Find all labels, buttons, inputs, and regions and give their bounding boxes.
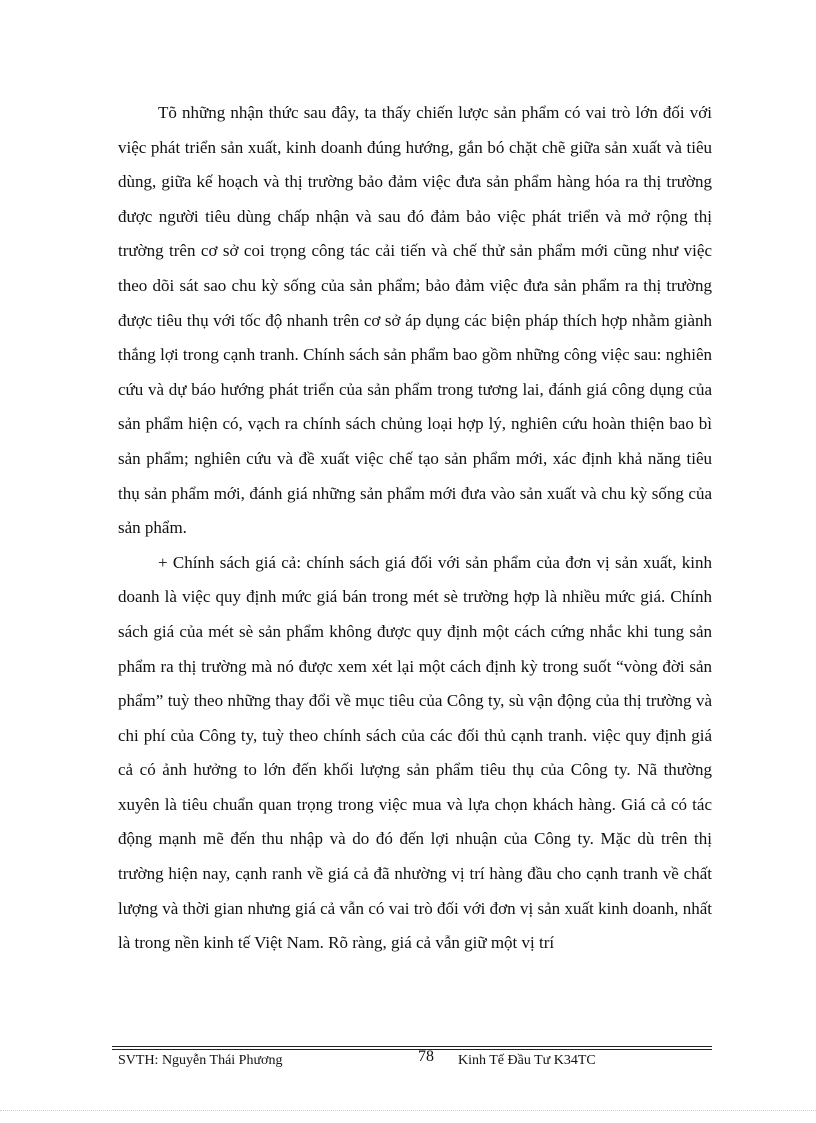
paragraph-pricing-policy: + Chính sách giá cả: chính sách giá đối với sản phẩm của đơn vị sản xuất, kinh doanh là việc quy định mức giá bán trong mét sè trường hợp là nhiều mức giá. Chính sách giá của mét sè sản phẩm không được quy định một cách cứng nhắc khi tung sản phẩm ra thị trường mà nó được xem xét lại một cách định kỳ trong suốt “vòng đời sản phẩm” tuỳ theo những thay đổi về mục tiêu của Công ty, sù vận động của thị trường và chi phí của Công ty, tuỳ theo chính sách của các đối thủ cạnh tranh. việc quy định giá cả có ảnh hưởng to lớn đến khối lượng sản phẩm tiêu thụ của Công ty. Nã thường xuyên là tiêu chuẩn quan trọng trong việc mua và lựa chọn khách hàng. Giá cả có tác động mạnh mẽ đến thu nhập và do đó đến lợi nhuận của Công ty. Mặc dù trên thị trường hiện nay, cạnh ranh về giá cả đã nhường vị trí hàng đầu cho cạnh tranh về chất lượng và thời gian nhưng giá cả vẫn có vai trò đối với đơn vị sản xuất kinh doanh, nhất là trong nền kinh tế Việt Nam. Rõ ràng, giá cả vẫn giữ một vị trí <box>118 552 712 953</box>
page-bottom-edge <box>0 1110 816 1111</box>
footer-divider <box>112 1046 712 1050</box>
paragraph-product-strategy: Tõ những nhận thức sau đây, ta thấy chiến lược sản phẩm có vai trò lớn đối với việc phát triển sản xuất, kinh doanh đúng hướng, gắn bó chặt chẽ giữa sản xuất và tiêu dùng, giữa kế hoạch và thị trường bảo đảm việc đưa sản phẩm hàng hóa ra thị trường được người tiêu dùng chấp nhận và sau đó đảm bảo việc phát triển và mở rộng thị trường trên cơ sở coi trọng công tác cải tiến và chế thử sản phẩm mới cũng như việc theo dõi sát sao chu kỳ sống của sản phẩm; bảo đảm việc đưa sản phẩm ra thị trường được tiêu thụ với tốc độ nhanh trên cơ sở áp dụng các biện pháp thích hợp nhằm giành thắng lợi trong cạnh tranh. Chính sách sản phẩm bao gồm những công việc sau: nghiên cứu và dự báo hướng phát triển của sản phẩm trong tương lai, đánh giá công dụng của sản phẩm hiện có, vạch ra chính sách chủng loại hợp lý, nghiên cứu hoàn thiện bao bì sản phẩm; nghiên cứu và đề xuất việc chế tạo sản phẩm mới, xác định khả năng tiêu thụ sản phẩm mới, đánh giá những sản phẩm mới đưa vào sản xuất và chu kỳ sống của sản phẩm. <box>118 103 712 538</box>
footer-course: Kinh Tế Đầu Tư K34TC <box>458 1053 596 1068</box>
page-number: 78 <box>418 1048 434 1065</box>
document-body <box>118 96 712 961</box>
footer-author: SVTH: Nguyễn Thái Phương <box>118 1053 283 1068</box>
